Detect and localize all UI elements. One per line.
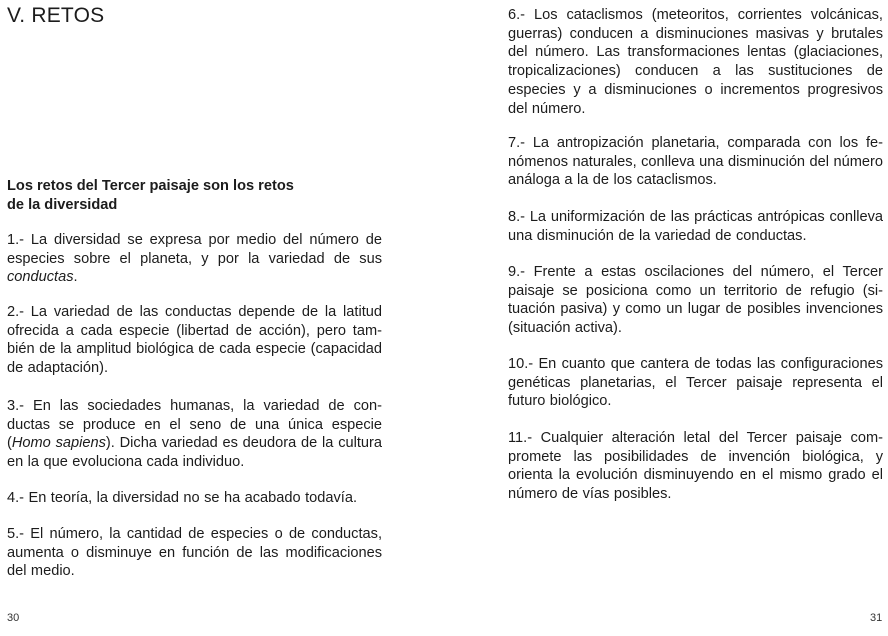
paragraph-3	[7, 397, 382, 472]
chapter-title: V. RETOS	[7, 4, 105, 27]
paragraph-1-emphasis: conductas	[7, 269, 74, 286]
paragraph-1	[7, 231, 382, 287]
paragraph-1-end: .	[73, 269, 78, 286]
right-page	[444, 0, 888, 636]
paragraph-4: 4.- En teoría, la diversidad no se ha acabado todavía.	[7, 490, 358, 506]
page-number-right: 31	[870, 612, 883, 624]
paragraph-1-text: 1.- La diversidad se expresa por medio del número de especies sobre el planeta, y por la variedad de sus	[7, 232, 382, 267]
paragraph-7: 7.- La antropización planetaria, comparada con los fenómenos naturales, conlleva una disminución del número análoga a la de los cataclismos.	[508, 135, 883, 189]
paragraph-9: 9.- Frente a estas oscilaciones del número, el Tercer paisaje se posiciona como un territorio de refugio (situación pasiva) y como un lugar de posibles invenciones (situación activa).	[508, 264, 883, 337]
paragraph-11: 11.- Cualquier alteración letal del Tercer paisaje compromete las posibilidades de invención biológica, y orienta la evolución disminuyendo en el mismo grado el número de vías posibles.	[508, 430, 883, 503]
paragraph-5: 5.- El número, la cantidad de especies o de conductas, aumenta o disminuye en función de las modificaciones del medio.	[7, 526, 382, 580]
page-number-left: 30	[7, 612, 20, 624]
paragraph-10: 10.- En cuanto que cantera de todas las configuraciones genéticas planetarias, el Tercer paisaje representa el futuro biológico.	[508, 356, 883, 410]
paragraph-8: 8.- La uniformización de las prácticas antrópicas conlleva una disminución de la variedad de conductas.	[508, 209, 883, 244]
paragraph-3-text: 3.- En las sociedades humanas, la variedad de conductas se produce en el seno de una única especie (	[7, 398, 382, 452]
paragraph-6: 6.- Los cataclismos (meteoritos, corrientes volcánicas, guerras) conducen a disminuciones masivas y brutales del número. Las transformaciones lentas (glaciaciones, tropicalizaciones) conducen a las sustituciones de especies y a disminuciones o incrementos progresivos del número.	[508, 7, 883, 117]
paragraph-3-emphasis: Homo sapiens	[11, 435, 106, 452]
paragraph-2: 2.- La variedad de las conductas depende de la latitud ofrecida a cada especie (libertad de acción), pero también de la amplitud biológica de cada especie (capacidad de adaptación).	[7, 304, 382, 377]
section-heading: Los retos del Tercer paisaje son los retos de la diversidad	[7, 178, 294, 213]
paragraph-3-end: ). Dicha variedad es deudora de la cultura en la que evoluciona cada individuo.	[7, 435, 382, 471]
